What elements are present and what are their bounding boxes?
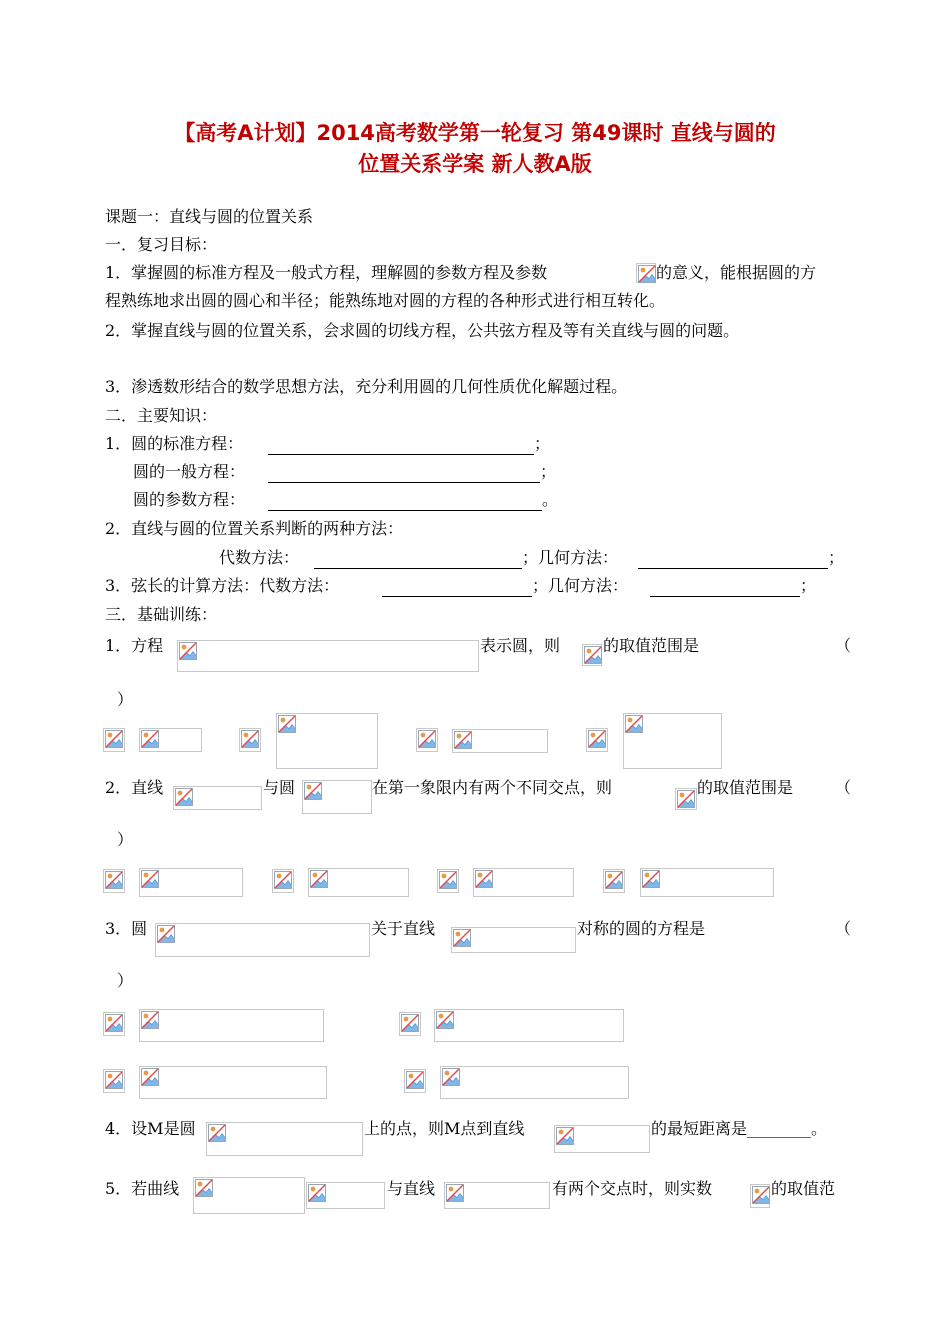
param-equation-label: 圆的参数方程： (133, 490, 246, 509)
broken-image-icon (241, 730, 259, 748)
formula-image (675, 788, 697, 810)
broken-image-icon (179, 642, 197, 660)
q4-text-b: 上的点，则M点到直线 (364, 1119, 525, 1138)
broken-image-icon (310, 870, 328, 888)
broken-image-icon (406, 1071, 424, 1089)
broken-image-icon (556, 1127, 574, 1145)
paren-open: （ (835, 778, 852, 797)
broken-image-icon (442, 1068, 460, 1086)
broken-image-icon (625, 715, 643, 733)
option-label-image (603, 869, 625, 893)
algebraic-method-blank (314, 568, 522, 569)
q5-text-a: 5．若曲线 (105, 1179, 180, 1198)
q5-text-b: 与直线 (387, 1179, 436, 1198)
semicolon: ； (540, 462, 557, 481)
broken-image-icon (278, 715, 296, 733)
formula-image (302, 780, 372, 814)
q1-text-c: 的取值范围是 (603, 636, 700, 655)
q2-text-b: 与圆 (263, 778, 296, 797)
chord-geometric-label: ；几何方法： (532, 576, 629, 595)
paren-close: ） (117, 971, 134, 990)
option-c-image (452, 729, 548, 753)
option-b-image (434, 1009, 624, 1042)
formula-image (206, 1122, 363, 1156)
formula-image (155, 923, 370, 957)
goal1-text-a: 1．掌握圆的标准方程及一般式方程，理解圆的参数方程及参数 (105, 263, 548, 282)
broken-image-icon (418, 730, 436, 748)
option-label-image (404, 1069, 426, 1093)
option-label-image (437, 869, 459, 893)
broken-image-icon (105, 730, 123, 748)
broken-image-icon (274, 871, 292, 889)
broken-image-icon (453, 929, 471, 947)
option-label-image (103, 869, 125, 893)
section1-heading: 一．复习目标： (105, 235, 218, 254)
q3-text-b: 关于直线 (371, 919, 436, 938)
option-label-image (239, 728, 261, 752)
formula-image (444, 1182, 550, 1209)
algebraic-method-label: 代数方法： (219, 548, 300, 567)
std-equation-blank (268, 454, 534, 455)
general-equation-blank (268, 482, 540, 483)
q5-text-c: 有两个交点时，则实数 (552, 1179, 713, 1198)
option-a-image (139, 868, 243, 897)
q3-text-a: 3．圆 (105, 919, 148, 938)
option-label-image (103, 728, 125, 752)
broken-image-icon (304, 782, 322, 800)
broken-image-icon (436, 1011, 454, 1029)
broken-image-icon (446, 1184, 464, 1202)
goal1-text-b: 的意义，能根据圆的方 (656, 263, 817, 282)
geometric-method-label: ；几何方法： (522, 548, 619, 567)
broken-image-icon (105, 871, 123, 889)
option-a-image (139, 1009, 324, 1042)
option-label-image (272, 869, 294, 893)
methods-intro: 2．直线与圆的位置关系判断的两种方法： (105, 519, 404, 538)
broken-image-icon (638, 265, 656, 283)
broken-image-icon (175, 788, 193, 806)
broken-image-icon (141, 730, 159, 748)
formula-image (636, 263, 656, 283)
broken-image-icon (439, 871, 457, 889)
goal3-text: 3．渗透数形结合的数学思想方法，充分利用圆的几何性质优化解题过程。 (105, 377, 628, 396)
broken-image-icon (141, 1011, 159, 1029)
chord-geometric-blank (650, 596, 800, 597)
formula-image (582, 644, 602, 666)
general-equation-label: 圆的一般方程： (133, 462, 246, 481)
option-c-image (139, 1066, 327, 1099)
formula-image (306, 1182, 385, 1209)
option-d-image (640, 868, 774, 897)
option-b-image (308, 868, 409, 897)
q3-text-c: 对称的圆的方程是 (577, 919, 706, 938)
paren-open: （ (835, 919, 852, 938)
option-d-image (440, 1066, 629, 1099)
chord-algebraic-blank (382, 596, 532, 597)
broken-image-icon (105, 1071, 123, 1089)
broken-image-icon (141, 1068, 159, 1086)
broken-image-icon (752, 1186, 770, 1204)
option-c-image (473, 868, 574, 897)
option-label-image (416, 728, 438, 752)
option-a-image (139, 728, 202, 752)
broken-image-icon (105, 1014, 123, 1032)
option-label-image (103, 1012, 125, 1036)
q2-text-c: 在第一象限内有两个不同交点，则 (372, 778, 613, 797)
q5-text-d: 的取值范 (771, 1179, 836, 1198)
option-label-image (586, 728, 608, 752)
period: 。 (542, 490, 559, 509)
q1-text-a: 1．方程 (105, 636, 164, 655)
broken-image-icon (308, 1184, 326, 1202)
broken-image-icon (157, 925, 175, 943)
broken-image-icon (141, 870, 159, 888)
option-d-image (623, 713, 722, 769)
broken-image-icon (475, 870, 493, 888)
std-equation-label: 1．圆的标准方程： (105, 434, 244, 453)
formula-image (193, 1177, 305, 1214)
broken-image-icon (584, 646, 602, 664)
q4-text-c: 的最短距离是________。 (651, 1119, 828, 1138)
formula-image (177, 640, 479, 672)
q4-text-a: 4．设M是圆 (105, 1119, 196, 1138)
section2-heading: 二．主要知识： (105, 406, 218, 425)
formula-image (554, 1125, 650, 1153)
broken-image-icon (208, 1124, 226, 1142)
param-equation-blank (268, 510, 542, 511)
broken-image-icon (605, 871, 623, 889)
paren-close: ） (117, 690, 134, 709)
semicolon: ； (534, 434, 551, 453)
option-label-image (103, 1069, 125, 1093)
formula-image (451, 927, 576, 953)
q2-text-a: 2．直线 (105, 778, 164, 797)
semicolon: ； (800, 576, 817, 595)
chord-length-label: 3．弦长的计算方法：代数方法： (105, 576, 340, 595)
broken-image-icon (401, 1014, 419, 1032)
document-title-line2: 位置关系学案 新人教A版 (358, 152, 592, 176)
option-b-image (276, 713, 378, 769)
broken-image-icon (677, 790, 695, 808)
topic-heading: 课题一：直线与圆的位置关系 (105, 207, 314, 226)
goal2-text: 2．掌握直线与圆的位置关系，会求圆的切线方程，公共弦方程及等有关直线与圆的问题。 (105, 321, 740, 340)
geometric-method-blank (638, 568, 828, 569)
document-title-line1: 【高考A计划】2014高考数学第一轮复习 第49课时 直线与圆的 (174, 121, 776, 145)
formula-image (173, 786, 262, 810)
q2-text-d: 的取值范围是 (697, 778, 794, 797)
goal1-text-c: 程熟练地求出圆的圆心和半径；能熟练地对圆的方程的各种形式进行相互转化。 (105, 291, 666, 310)
paren-open: （ (835, 636, 852, 655)
section3-heading: 三．基础训练： (105, 605, 218, 624)
broken-image-icon (454, 731, 472, 749)
option-label-image (399, 1012, 421, 1036)
paren-close: ） (117, 830, 134, 849)
formula-image (750, 1184, 770, 1208)
q1-text-b: 表示圆，则 (480, 636, 561, 655)
broken-image-icon (588, 730, 606, 748)
semicolon: ； (828, 548, 845, 567)
broken-image-icon (195, 1179, 213, 1197)
broken-image-icon (642, 870, 660, 888)
